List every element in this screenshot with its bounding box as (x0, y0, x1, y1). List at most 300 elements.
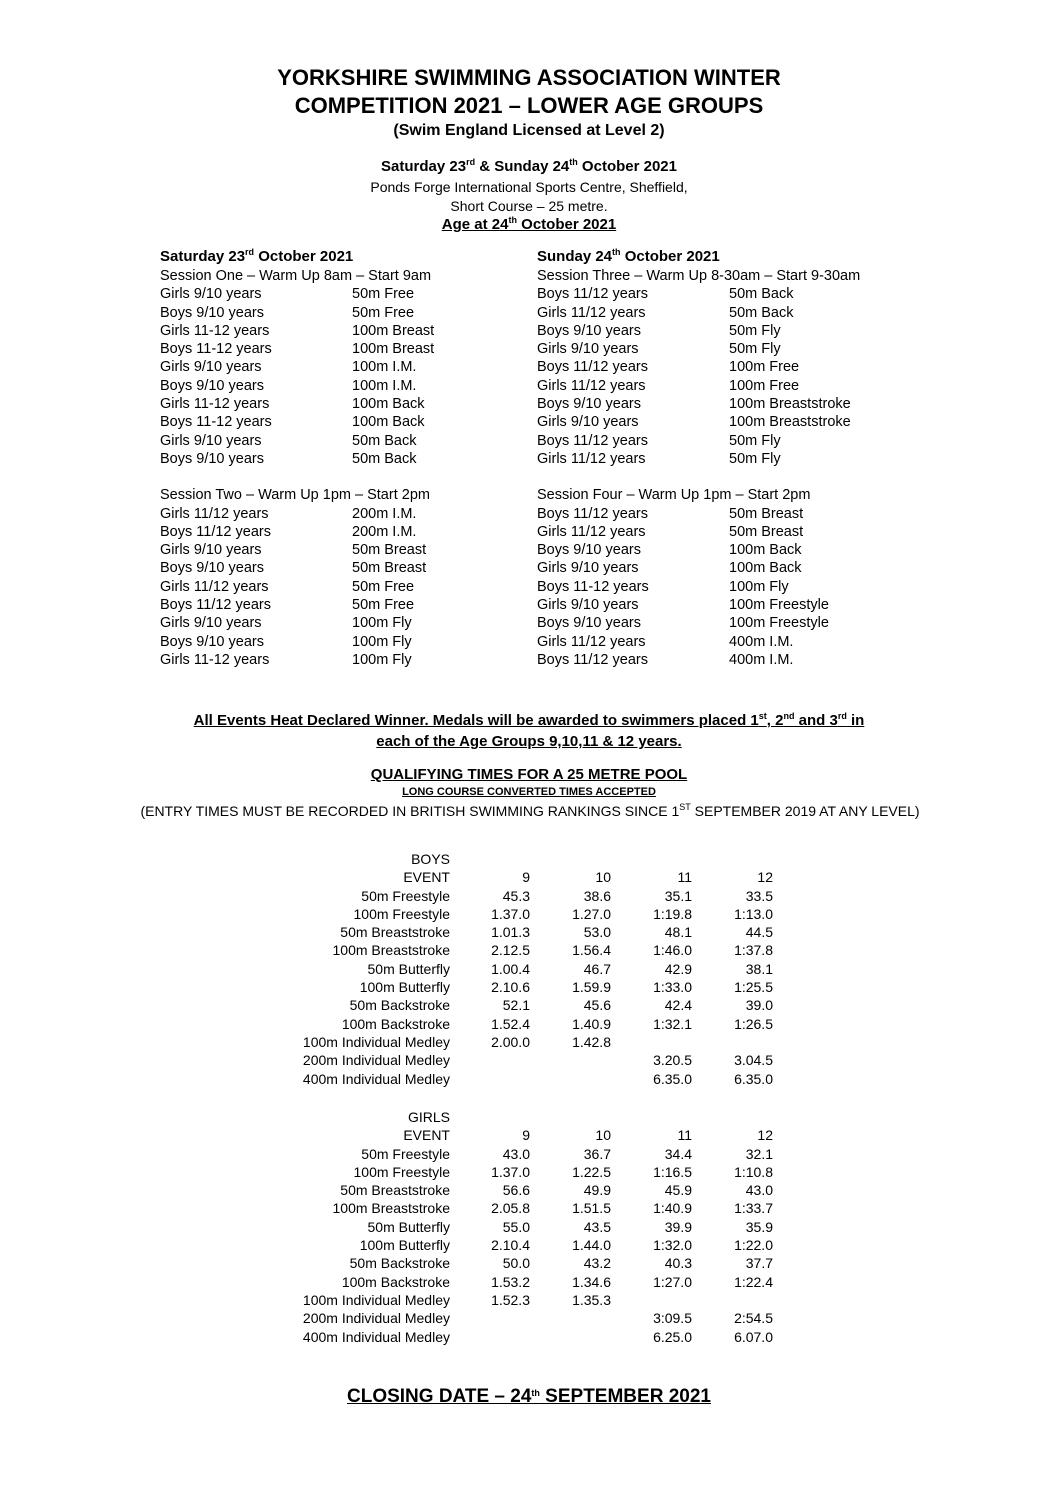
venue-line-2: Short Course – 25 metre. (450, 198, 608, 214)
age-group: Girls 11/12 years (537, 523, 646, 540)
event-row (160, 651, 530, 669)
age-group: Girls 9/10 years (160, 359, 262, 376)
event-row (160, 505, 530, 523)
event-name: 100m Breast (352, 341, 435, 358)
table-row (260, 941, 773, 959)
age-group: Girls 9/10 years (537, 560, 639, 577)
table-header-row (260, 1126, 773, 1144)
event-name: 100m Breast (352, 322, 435, 339)
event-row (537, 450, 937, 468)
time-cell (611, 1291, 692, 1309)
event-name: 100m Fly (352, 651, 412, 668)
time-cell: 1.35.3 (572, 1291, 611, 1308)
time-cell: 38.1 (745, 960, 773, 977)
time-cell: 1.56.4 (572, 942, 611, 959)
time-cell: 3:09.5 (653, 1310, 692, 1327)
event-cell: 50m Butterfly (367, 960, 450, 977)
event-row (537, 285, 937, 303)
time-cell: 39.9 (664, 1218, 692, 1235)
age-group: Girls 9/10 years (537, 597, 639, 614)
time-cell: 6.25.0 (653, 1328, 692, 1345)
event-cell: 100m Breaststroke (332, 1200, 450, 1217)
event-row (160, 523, 530, 541)
event-row (537, 559, 937, 577)
event-cell: 100m Individual Medley (302, 1033, 450, 1050)
time-cell: 1.52.4 (491, 1015, 530, 1032)
event-row (537, 340, 937, 358)
age-group: Boys 9/10 years (537, 542, 641, 559)
age-text: October 2021 (516, 216, 617, 233)
table-row (260, 1033, 773, 1051)
event-row (160, 450, 530, 468)
time-cell: 43.0 (745, 1182, 773, 1199)
closing-date (0, 1386, 1058, 1408)
qualifying-heading: QUALIFYING TIMES FOR A 25 METRE POOL (370, 766, 688, 783)
age-group: Girls 9/10 years (537, 414, 639, 431)
closing-sup: th (531, 1388, 540, 1398)
session-four-events (537, 505, 937, 670)
age-group: Girls 9/10 years (160, 286, 262, 303)
day-text: Sunday 24 (537, 248, 613, 265)
event-row (537, 541, 937, 559)
time-cell: 33.5 (745, 887, 773, 904)
event-name: 50m Breast (729, 523, 804, 540)
table-row (260, 1254, 773, 1272)
event-name: 100m Free (729, 359, 800, 376)
age-group: Girls 9/10 years (160, 615, 262, 632)
time-cell (450, 1070, 530, 1088)
age-group: Boys 11/12 years (537, 651, 648, 668)
table-row (260, 1181, 773, 1199)
age-text: Age at 24 (441, 216, 509, 233)
event-name: 200m I.M. (352, 505, 417, 522)
time-cell: 48.1 (664, 924, 692, 941)
time-cell: 1.59.9 (572, 979, 611, 996)
event-row (160, 377, 530, 395)
time-cell (692, 1033, 773, 1051)
event-name: 50m Breast (352, 542, 427, 559)
time-cell: 6.07.0 (734, 1328, 773, 1345)
dates-sup: rd (466, 157, 476, 167)
competition-dates (0, 158, 1058, 175)
dates-sup: th (569, 157, 578, 167)
event-cell: 400m Individual Medley (302, 1328, 450, 1345)
time-cell: 44.5 (745, 924, 773, 941)
column-header-event: EVENT (403, 1127, 450, 1144)
time-cell: 42.4 (664, 997, 692, 1014)
age-group: Boys 11-12 years (160, 414, 272, 431)
event-cell: 200m Individual Medley (302, 1310, 450, 1327)
time-cell (450, 1328, 530, 1346)
awards-line-2: each of the Age Groups 9,10,11 & 12 years. (376, 733, 682, 750)
age-group: Girls 9/10 years (537, 341, 639, 358)
table-row (260, 1273, 773, 1291)
column-header-age: 9 (522, 1127, 530, 1144)
time-cell (611, 1033, 692, 1051)
event-cell: 400m Individual Medley (302, 1070, 450, 1087)
time-cell: 39.0 (745, 997, 773, 1014)
saturday-heading (160, 248, 530, 267)
session-one-label: Session One – Warm Up 8am – Start 9am (160, 268, 432, 284)
awards-sup: nd (783, 711, 795, 721)
age-group: Girls 11/12 years (537, 304, 646, 321)
event-name: 50m Free (352, 597, 415, 614)
table-row (260, 960, 773, 978)
event-name: 100m Back (729, 560, 802, 577)
time-cell: 45.9 (664, 1182, 692, 1199)
time-cell: 45.6 (583, 997, 611, 1014)
event-row (537, 413, 937, 431)
event-row (160, 541, 530, 559)
event-cell: 50m Backstroke (349, 1255, 450, 1272)
document-title (0, 64, 1058, 120)
girls-qualifying-table (260, 1108, 773, 1346)
day-sup: rd (245, 247, 255, 257)
time-cell: 1:32.1 (653, 1015, 692, 1032)
awards-sup: rd (837, 711, 847, 721)
time-cell: 3.04.5 (734, 1052, 773, 1069)
entry-text: (ENTRY TIMES MUST BE RECORDED IN BRITISH SWIMMING RANKINGS SINCE 1 (140, 803, 680, 819)
event-cell: 50m Freestyle (361, 1145, 450, 1162)
event-row (160, 596, 530, 614)
event-name: 50m Fly (729, 450, 781, 467)
day-text: October 2021 (620, 248, 720, 265)
age-group: Girls 11-12 years (160, 396, 270, 413)
time-cell: 1.22.5 (572, 1163, 611, 1180)
time-cell: 1:19.8 (653, 905, 692, 922)
event-name: 100m Fly (352, 615, 412, 632)
table-row (260, 1145, 773, 1163)
event-cell: 100m Backstroke (341, 1273, 450, 1290)
time-cell: 1.40.9 (572, 1015, 611, 1032)
table-row (260, 923, 773, 941)
time-cell: 2:54.5 (734, 1310, 773, 1327)
dates-text: Saturday 23 (381, 158, 467, 175)
age-group: Boys 11-12 years (537, 578, 649, 595)
event-name: 200m I.M. (352, 523, 417, 540)
event-row (160, 322, 530, 340)
time-cell: 2.12.5 (491, 942, 530, 959)
age-group: Boys 9/10 years (160, 304, 264, 321)
session-two-events (160, 505, 530, 670)
table-row (260, 996, 773, 1014)
event-cell: 100m Freestyle (353, 905, 450, 922)
age-basis (0, 216, 1058, 233)
table-row (260, 1236, 773, 1254)
venue (0, 178, 1058, 216)
table-row (260, 905, 773, 923)
sunday-heading (537, 248, 937, 267)
venue-line-1: Ponds Forge International Sports Centre, Sheffield, (370, 179, 688, 195)
table-label: GIRLS (407, 1109, 450, 1125)
session-four-label: Session Four – Warm Up 1pm – Start 2pm (537, 487, 811, 504)
boys-qualifying-table (260, 850, 773, 1088)
time-cell: 2.05.8 (491, 1200, 530, 1217)
event-name: 100m Fly (352, 633, 412, 650)
table-header-row (260, 868, 773, 886)
event-name: 100m Back (352, 414, 425, 431)
closing-text: CLOSING DATE – 24 (347, 1386, 532, 1407)
time-cell: 1:40.9 (653, 1200, 692, 1217)
time-cell: 46.7 (583, 960, 611, 977)
event-name: 50m Breast (352, 560, 427, 577)
time-cell: 56.6 (502, 1182, 530, 1199)
column-header-age: 11 (677, 869, 692, 886)
time-cell: 43.2 (583, 1255, 611, 1272)
age-group: Boys 9/10 years (537, 322, 641, 339)
time-cell: 37.7 (745, 1255, 773, 1272)
event-name: 50m Back (352, 432, 417, 449)
event-name: 50m Breast (729, 505, 804, 522)
spacer (537, 468, 937, 486)
time-cell: 42.9 (664, 960, 692, 977)
event-row (537, 523, 937, 541)
time-cell: 1.42.8 (572, 1033, 611, 1050)
age-group: Girls 11/12 years (537, 633, 646, 650)
sunday-column (537, 248, 937, 669)
time-cell: 1:16.5 (653, 1163, 692, 1180)
event-name: 100m Freestyle (729, 615, 829, 632)
age-group: Boys 11/12 years (537, 505, 648, 522)
licence-note: (Swim England Licensed at Level 2) (393, 122, 665, 139)
event-row (537, 358, 937, 376)
time-cell: 1.01.3 (491, 924, 530, 941)
event-name: 100m Breaststroke (729, 396, 851, 413)
table-row (260, 1218, 773, 1236)
age-group: Boys 11-12 years (160, 341, 272, 358)
column-header-age: 10 (595, 869, 611, 886)
time-cell: 50.0 (502, 1255, 530, 1272)
session-two-label: Session Two – Warm Up 1pm – Start 2pm (160, 487, 430, 504)
event-name: 100m I.M. (352, 377, 417, 394)
event-name: 400m I.M. (729, 651, 794, 668)
time-cell: 2.00.0 (491, 1033, 530, 1050)
saturday-column (160, 248, 530, 669)
event-row (160, 633, 530, 651)
time-cell: 55.0 (502, 1218, 530, 1235)
closing-text: SEPTEMBER 2021 (539, 1386, 711, 1407)
table-row (260, 887, 773, 905)
table-label-row (260, 850, 773, 868)
time-cell: 35.1 (664, 887, 692, 904)
event-name: 50m Back (352, 450, 417, 467)
event-row (537, 651, 937, 669)
time-cell: 1:22.4 (734, 1273, 773, 1290)
event-row (160, 285, 530, 303)
event-name: 100m I.M. (352, 359, 417, 376)
event-row (537, 322, 937, 340)
event-cell: 100m Freestyle (353, 1163, 450, 1180)
event-name: 400m I.M. (729, 633, 794, 650)
age-group: Boys 11/12 years (537, 359, 648, 376)
time-cell (530, 1328, 611, 1346)
event-row (537, 596, 937, 614)
event-cell: 100m Butterfly (359, 1237, 450, 1254)
time-cell: 1:25.5 (734, 979, 773, 996)
time-cell: 43.5 (583, 1218, 611, 1235)
event-cell: 100m Individual Medley (302, 1291, 450, 1308)
age-group: Boys 9/10 years (537, 615, 641, 632)
time-cell (692, 1291, 773, 1309)
age-group: Boys 9/10 years (537, 396, 641, 413)
time-cell: 34.4 (664, 1145, 692, 1162)
event-cell: 200m Individual Medley (302, 1052, 450, 1069)
day-sup: th (612, 247, 621, 257)
age-group: Boys 11/12 years (537, 432, 648, 449)
table-row (260, 1291, 773, 1309)
event-row (160, 358, 530, 376)
time-cell: 43.0 (502, 1145, 530, 1162)
day-text: Saturday 23 (160, 248, 246, 265)
time-cell: 1.53.2 (491, 1273, 530, 1290)
entry-sup: ST (679, 802, 691, 812)
time-cell: 1.52.3 (491, 1291, 530, 1308)
age-group: Boys 11/12 years (160, 523, 271, 540)
time-cell (450, 1051, 530, 1069)
awards-text: , 2 (766, 712, 784, 729)
session-three-label: Session Three – Warm Up 8-30am – Start 9-30am (537, 268, 861, 284)
age-group: Boys 9/10 years (160, 560, 264, 577)
table-row (260, 1309, 773, 1327)
event-cell: 50m Backstroke (349, 997, 450, 1014)
time-cell: 1.44.0 (572, 1237, 611, 1254)
event-row (160, 614, 530, 632)
age-group: Girls 11-12 years (160, 322, 270, 339)
long-course-note: LONG COURSE CONVERTED TIMES ACCEPTED (402, 786, 656, 798)
event-name: 50m Fly (729, 432, 781, 449)
age-group: Girls 11/12 years (537, 377, 646, 394)
event-row (160, 340, 530, 358)
column-header-age: 10 (595, 1127, 611, 1144)
column-header-age: 12 (757, 869, 773, 886)
event-name: 100m Back (729, 542, 802, 559)
time-cell: 6.35.0 (653, 1070, 692, 1087)
table-label-row (260, 1108, 773, 1126)
column-header-age: 12 (757, 1127, 773, 1144)
column-header-age: 9 (522, 869, 530, 886)
age-group: Girls 9/10 years (160, 542, 262, 559)
time-cell: 49.9 (583, 1182, 611, 1199)
time-cell (530, 1051, 611, 1069)
dates-text: & Sunday 24 (475, 158, 570, 175)
event-row (537, 505, 937, 523)
time-cell: 38.6 (583, 887, 611, 904)
event-name: 100m Fly (729, 578, 789, 595)
spacer (160, 468, 530, 486)
table-row (260, 1163, 773, 1181)
table-row (260, 1199, 773, 1217)
table-label: BOYS (411, 851, 450, 867)
event-row (537, 395, 937, 413)
age-group: Girls 9/10 years (160, 432, 262, 449)
time-cell: 1:46.0 (653, 942, 692, 959)
time-cell: 45.3 (502, 887, 530, 904)
time-cell: 1:13.0 (734, 905, 773, 922)
time-cell: 36.7 (583, 1145, 611, 1162)
event-cell: 50m Breaststroke (340, 1182, 450, 1199)
event-row (160, 578, 530, 596)
event-name: 50m Fly (729, 341, 781, 358)
title-line-2: COMPETITION 2021 – LOWER AGE GROUPS (294, 93, 764, 118)
session-three-events (537, 285, 937, 468)
age-group: Girls 11-12 years (160, 651, 270, 668)
time-cell: 40.3 (664, 1255, 692, 1272)
awards-text: All Events Heat Declared Winner. Medals will be awarded to swimmers placed 1 (193, 712, 759, 729)
time-cell: 1:26.5 (734, 1015, 773, 1032)
event-name: 100m Freestyle (729, 597, 829, 614)
event-row (160, 413, 530, 431)
time-cell: 1:22.0 (734, 1237, 773, 1254)
title-line-1: YORKSHIRE SWIMMING ASSOCIATION WINTER (277, 65, 781, 90)
awards-text: and 3 (794, 712, 838, 729)
time-cell (530, 1309, 611, 1327)
event-name: 50m Back (729, 286, 794, 303)
event-name: 50m Fly (729, 322, 781, 339)
time-cell: 1.00.4 (491, 960, 530, 977)
time-cell: 32.1 (745, 1145, 773, 1162)
event-row (160, 559, 530, 577)
table-row (260, 1070, 773, 1088)
event-name: 50m Free (352, 286, 415, 303)
time-cell: 6.35.0 (734, 1070, 773, 1087)
time-cell: 2.10.6 (491, 979, 530, 996)
awards-line-1 (0, 710, 1058, 731)
age-group: Boys 9/10 years (160, 450, 264, 467)
time-cell: 2.10.4 (491, 1237, 530, 1254)
event-cell: 100m Breaststroke (332, 942, 450, 959)
event-row (160, 395, 530, 413)
age-group: Boys 9/10 years (160, 377, 264, 394)
dates-text: October 2021 (577, 158, 677, 175)
event-name: 50m Free (352, 578, 415, 595)
age-group: Girls 11/12 years (160, 505, 269, 522)
awards-note (0, 710, 1058, 752)
time-cell (530, 1070, 611, 1088)
time-cell: 1.37.0 (491, 905, 530, 922)
table-row (260, 1051, 773, 1069)
time-cell: 1:37.8 (734, 942, 773, 959)
event-name: 100m Breaststroke (729, 414, 851, 431)
event-cell: 50m Breaststroke (340, 924, 450, 941)
session-one-events (160, 285, 530, 468)
time-cell: 1:32.0 (653, 1237, 692, 1254)
age-group: Boys 9/10 years (160, 633, 264, 650)
event-cell: 50m Butterfly (367, 1218, 450, 1235)
age-group: Girls 11/12 years (160, 578, 269, 595)
event-cell: 100m Backstroke (341, 1015, 450, 1032)
table-row (260, 1015, 773, 1033)
column-header-age: 11 (677, 1127, 692, 1144)
entry-times-note (125, 801, 935, 821)
table-row (260, 1328, 773, 1346)
event-name: 50m Back (729, 304, 794, 321)
time-cell: 1.51.5 (572, 1200, 611, 1217)
time-cell: 1.27.0 (572, 905, 611, 922)
time-cell: 3.20.5 (653, 1052, 692, 1069)
time-cell: 1:33.0 (653, 979, 692, 996)
event-row (537, 432, 937, 450)
age-group: Girls 11/12 years (537, 450, 646, 467)
event-row (537, 614, 937, 632)
event-cell: 50m Freestyle (361, 887, 450, 904)
event-row (537, 377, 937, 395)
awards-sup: st (758, 711, 767, 721)
event-row (537, 633, 937, 651)
awards-text: in (846, 712, 865, 729)
time-cell: 1:33.7 (734, 1200, 773, 1217)
event-row (160, 304, 530, 322)
time-cell: 1.34.6 (572, 1273, 611, 1290)
